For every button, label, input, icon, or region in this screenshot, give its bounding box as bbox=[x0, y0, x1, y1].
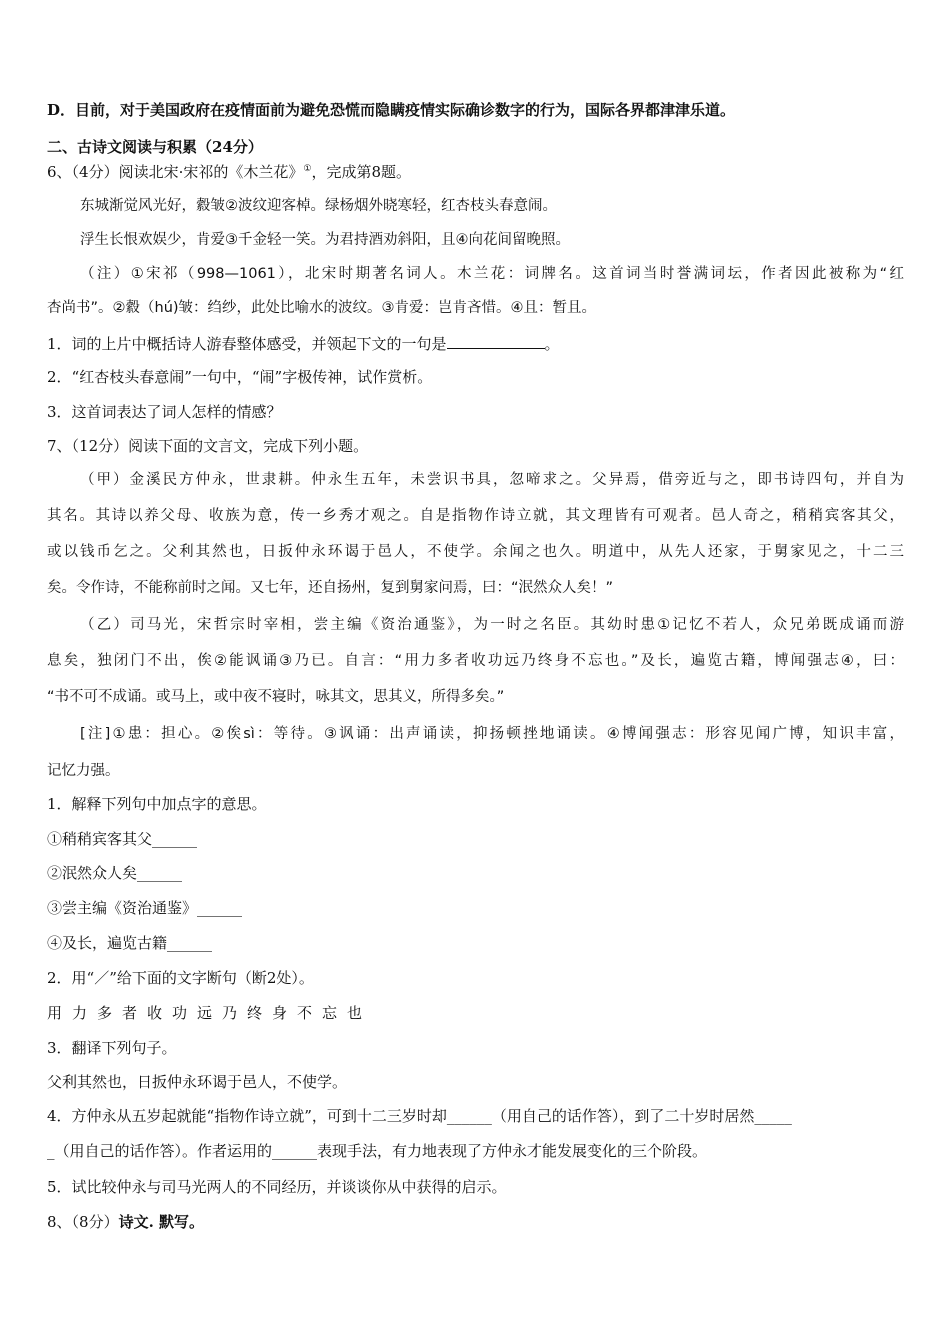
passage-b-line-3: “书不可不成诵。或马上，或中夜不寝时，咏其文，思其义，所得多矣。” bbox=[47, 689, 505, 705]
question-6-1-text: 1．词的上片中概括诗人游春整体感受，并领起下文的一句是 bbox=[47, 335, 447, 353]
question-8-score: 8、（8分） bbox=[47, 1213, 119, 1231]
question-7-1-item-1: ①稍稍宾客其父______ bbox=[47, 830, 198, 848]
question-7-1-item-2: ②泯然众人矣______ bbox=[47, 864, 183, 882]
question-7-3-sentence: 父利其然也，日扳仲永环谒于邑人，不使学。 bbox=[47, 1073, 348, 1091]
passage-a-line-4: 矣。令作诗，不能称前时之闻。又七年，还自扬州，复到舅家问焉，曰：“泯然众人矣！” bbox=[47, 580, 614, 596]
passage-b-text-1: （乙）司马光，宋哲宗时宰相，尝主编《资治通鉴》，为一时之名臣。其幼时患①记忆不若人，众兄弟既成诵而游 bbox=[80, 617, 904, 633]
question-7-1-item-4: ④及长，遍览古籍______ bbox=[47, 934, 213, 952]
question-6-3: 3．这首词表达了词人怎样的情感？ bbox=[47, 403, 282, 421]
poem-line-2: 浮生长恨欢娱少，肯爱③千金轻一笑。为君持酒劝斜阳，且④向花间留晚照。 bbox=[80, 232, 570, 248]
passage-a-line-3 bbox=[47, 542, 904, 562]
passage-b-line-1 bbox=[80, 615, 904, 635]
question-6-2: 2．“红杏枝头春意闹”一句中，“闹”字极传神，试作赏析。 bbox=[47, 368, 433, 386]
question-6-1 bbox=[47, 333, 560, 354]
passage-b-line-2 bbox=[47, 651, 904, 671]
question-7-stem: 7、（12分）阅读下面的文言文，完成下列小题。 bbox=[47, 437, 369, 455]
passage-note-line-1 bbox=[80, 724, 904, 744]
passage-a-line-2 bbox=[47, 506, 904, 526]
question-7-3: 3．翻译下列句子。 bbox=[47, 1039, 177, 1057]
question-7-2-text: 用力多者收功远乃终身不忘也 bbox=[47, 1004, 373, 1022]
question-option-d: D．目前，对于美国政府在疫情面前为避免恐慌而隐瞒疫情实际确诊数字的行为，国际各界都津津乐道。 bbox=[47, 101, 736, 119]
passage-a-text-1: （甲）金溪民方仲永，世隶耕。仲永生五年，未尝识书具，忽啼求之。父异焉，借旁近与之，即书诗四句，并自为 bbox=[80, 472, 904, 488]
question-6-stem bbox=[47, 162, 411, 182]
footnote-marker: ① bbox=[303, 164, 312, 174]
poem-note-text: （注）①宋祁（998—1061），北宋时期著名词人。木兰花：词牌名。这首词当时誉满词坛，作者因此被称为“红 bbox=[80, 266, 904, 282]
question-7-1: 1．解释下列句中加点字的意思。 bbox=[47, 795, 267, 813]
passage-a-line-1 bbox=[80, 470, 904, 490]
poem-note-line-1 bbox=[80, 264, 904, 284]
answer-blank[interactable] bbox=[447, 333, 545, 349]
section-heading: 二、古诗文阅读与积累（24分） bbox=[47, 138, 263, 156]
passage-note-text: [注]①患：担心。②俟sì：等待。③讽诵：出声诵读，抑扬顿挫地诵读。④博闻强志：形容见闻广博，知识丰富， bbox=[80, 726, 904, 742]
poem-line-1: 东城渐觉风光好，縠皱②波纹迎客棹。绿杨烟外晓寒轻，红杏枝头春意闹。 bbox=[80, 198, 557, 214]
question-7-1-item-3: ③尝主编《资治通鉴》______ bbox=[47, 899, 243, 917]
question-8-title: 诗文. 默写。 bbox=[118, 1213, 205, 1231]
question-7-4-line-1: 4．方仲永从五岁起就能“指物作诗立就”，可到十二三岁时却______（用自己的话作答），到了二十岁时居然_____ bbox=[47, 1107, 792, 1125]
passage-b-text-2: 息矣，独闭门不出，俟②能讽诵③乃已。自言：“用力多者收功远乃终身不忘也。”及长，遍览古籍，博闻强志④，曰： bbox=[47, 653, 904, 669]
question-6-stem-tail: ，完成第8题。 bbox=[311, 163, 411, 181]
passage-a-text-3: 或以钱币乞之。父利其然也，日扳仲永环谒于邑人，不使学。余闻之也久。明道中，从先人还家，于舅家见之，十二三 bbox=[47, 544, 904, 560]
poem-note-line-2: 杏尚书”。②縠（hú)皱：绉纱，此处比喻水的波纹。③肯爱：岂肯吝惜。④且：暂且。 bbox=[47, 300, 597, 316]
question-7-5: 5．试比较仲永与司马光两人的不同经历，并谈谈你从中获得的启示。 bbox=[47, 1178, 507, 1196]
question-7-4-line-2: _（用自己的话作答）。作者运用的______表现手法，有力地表现了方仲永才能发展变化的三个阶段。 bbox=[47, 1142, 708, 1160]
passage-a-text-2: 其名。其诗以养父母、收族为意，传一乡秀才观之。自是指物作诗立就，其文理皆有可观者。邑人奇之，稍稍宾客其父， bbox=[47, 508, 904, 524]
question-7-2: 2．用“／”给下面的文字断句（断2处）。 bbox=[47, 969, 314, 987]
question-8-stem bbox=[47, 1212, 204, 1232]
passage-note-line-2: 记忆力强。 bbox=[47, 763, 120, 779]
question-6-stem-text: 6、（4分）阅读北宋·宋祁的《木兰花》 bbox=[47, 163, 304, 181]
question-6-1-tail: 。 bbox=[544, 335, 560, 353]
